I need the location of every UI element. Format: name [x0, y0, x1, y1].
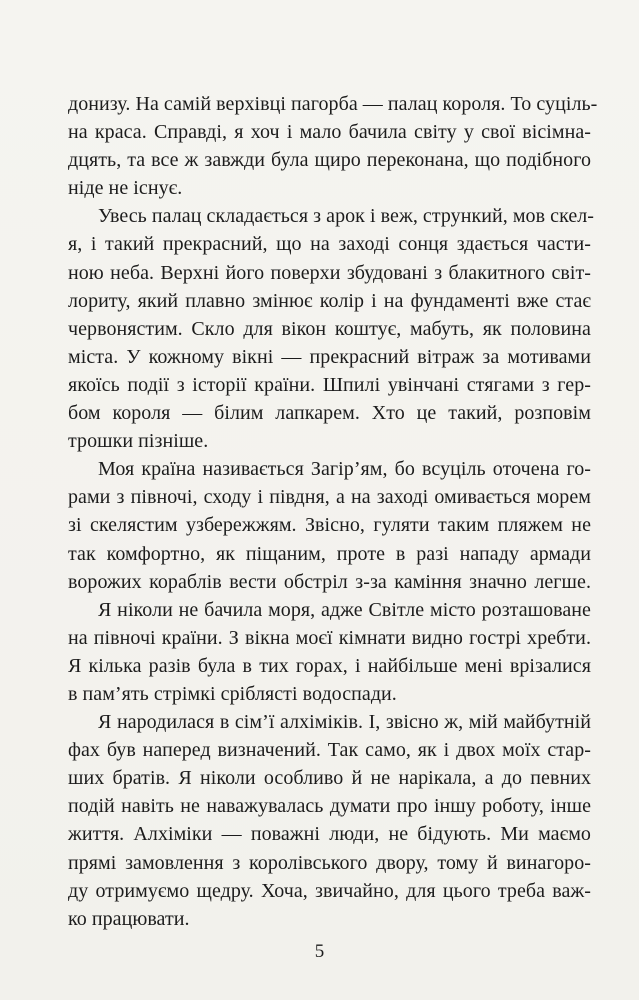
text-line: життя. Алхіміки — поважні люди, не бідують. Ми маємо [68, 823, 591, 846]
text-line: прямі замовлення з королівського двору, тому й винагоро- [68, 851, 591, 874]
text-line: ніде не існує. [68, 177, 183, 200]
text-line: в пам’ять стрімкі сріблясті водоспади. [68, 682, 397, 705]
text-line: Увесь палац складається з арок і веж, стрункий, мов скел- [98, 205, 595, 228]
text-line: так комфортно, як піщаним, проте в разі нападу армади [68, 542, 591, 565]
text-line: дцять, та все ж завжди була щиро переконана, що подібного [68, 149, 591, 172]
page-number: 5 [314, 941, 325, 962]
text-line: ною неба. Верхні його поверхи збудовані з блакитного світ- [68, 261, 591, 284]
text-line: фах був наперед визначений. Так само, як і двох моїх стар- [68, 739, 591, 762]
body-text [68, 90, 598, 933]
text-line: бом короля — білим лапкарем. Хто це такий, розповім [68, 402, 591, 425]
text-line: лориту, який плавно змінює колір і на фундаменті вже стає [68, 289, 591, 312]
text-line: зі скелястим узбережжям. Звісно, гуляти таким пляжем не [68, 514, 591, 537]
text-line: ших братів. Я ніколи особливо й не нарікала, а до певних [68, 767, 591, 790]
text-line: ко працювати. [68, 907, 190, 930]
text-line: донизу. На самій верхівці пагорба — палац короля. То суціль- [68, 93, 598, 115]
text-line: якоїсь події з історії країни. Шпилі увінчані стягами з гер- [68, 373, 591, 396]
text-line: Я кілька разів була в тих горах, і найбільше мені врізалися [68, 654, 591, 677]
text-line: Я народилася в сім’ї алхіміків. І, звісно ж, мій майбутній [98, 711, 591, 734]
text-line: Я ніколи не бачила моря, адже Світле місто розташоване [98, 598, 591, 621]
text-line: рами з півночі, сходу і півдня, а на заході омивається морем [68, 486, 591, 509]
text-line: я, і такий прекрасний, що на заході сонця здається части- [68, 233, 591, 256]
text-line: міста. У кожному вікні — прекрасний вітраж за мотивами [68, 345, 591, 368]
text-line: подій навіть не наважувалась думати про іншу роботу, інше [68, 795, 591, 818]
text-line: ворожих кораблів вести обстріл з-за каміння значно легше. [68, 570, 591, 593]
text-line: червонястим. Скло для вікон коштує, мабуть, як половина [68, 317, 591, 340]
text-line: ду отримуємо щедру. Хоча, звичайно, для цього треба важ- [68, 879, 591, 902]
text-line: Моя країна називається Загір’ям, бо всуціль оточена го- [98, 458, 591, 481]
text-line: трошки пізніше. [68, 430, 209, 453]
text-line: на півночі країни. З вікна моєї кімнати видно гострі хребти. [68, 626, 591, 649]
text-line: на краса. Справді, я хоч і мало бачила світу у свої вісімна- [68, 121, 591, 144]
